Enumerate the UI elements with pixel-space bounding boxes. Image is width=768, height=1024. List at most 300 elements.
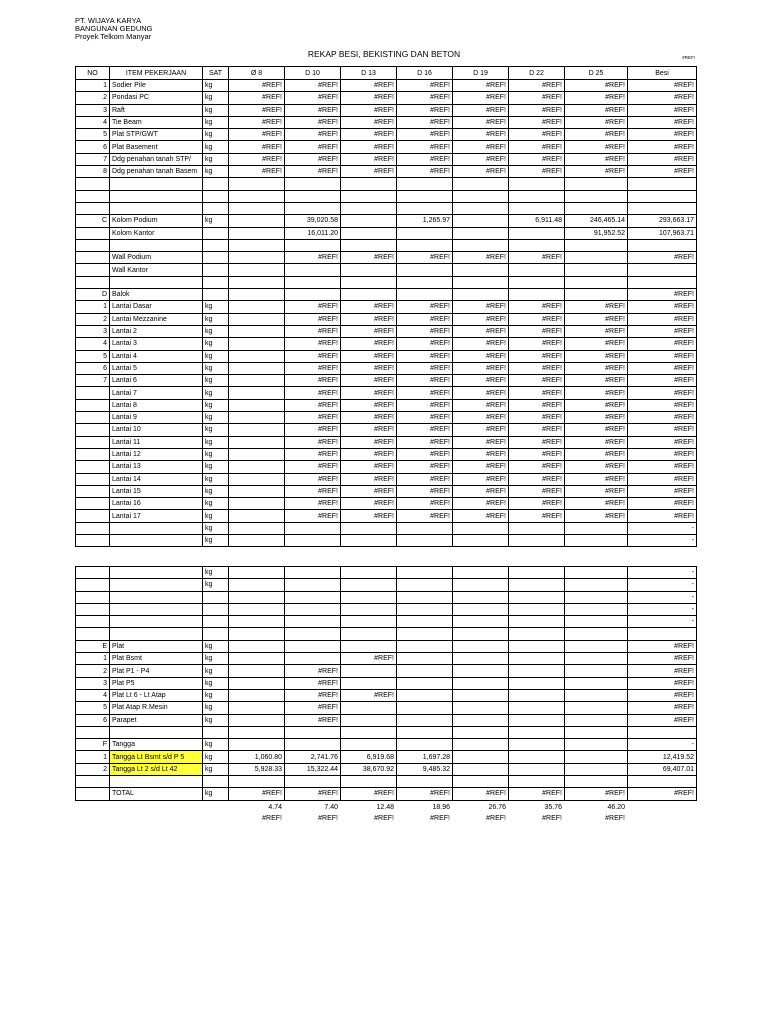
footer-cell: #REF! bbox=[374, 815, 394, 823]
table-cell bbox=[453, 215, 509, 227]
table-cell: Kolom Podium bbox=[110, 215, 203, 227]
table-cell: 38,670.92 bbox=[341, 763, 397, 775]
table-cell: #REF! bbox=[453, 412, 509, 424]
table-cell bbox=[628, 239, 697, 251]
table-cell bbox=[397, 665, 453, 677]
table-cell: kg bbox=[203, 498, 229, 510]
table-cell bbox=[509, 702, 565, 714]
table-cell: 4 bbox=[76, 116, 110, 128]
table-cell: #REF! bbox=[565, 498, 628, 510]
footer-cell: 26.76 bbox=[488, 804, 506, 812]
table-cell: kg bbox=[203, 522, 229, 534]
table-cell: #REF! bbox=[628, 448, 697, 460]
table-cell bbox=[285, 776, 341, 788]
table-cell: #REF! bbox=[397, 436, 453, 448]
table-cell: #REF! bbox=[628, 166, 697, 178]
table-cell: Lantai 5 bbox=[110, 362, 203, 374]
table-cell bbox=[453, 739, 509, 751]
table-cell: kg bbox=[203, 473, 229, 485]
table-cell bbox=[229, 640, 285, 652]
table-cell bbox=[565, 640, 628, 652]
table-cell bbox=[76, 567, 110, 579]
table-cell: Lantai 11 bbox=[110, 436, 203, 448]
table-cell: #REF! bbox=[341, 412, 397, 424]
table-cell: #REF! bbox=[628, 313, 697, 325]
table-cell: #REF! bbox=[628, 338, 697, 350]
table-cell: #REF! bbox=[397, 350, 453, 362]
table-cell: #REF! bbox=[509, 129, 565, 141]
table-cell bbox=[565, 289, 628, 301]
table-cell bbox=[397, 653, 453, 665]
table-cell: #REF! bbox=[628, 412, 697, 424]
table-cell: #REF! bbox=[628, 510, 697, 522]
column-header: NO bbox=[76, 67, 110, 80]
table-row bbox=[76, 276, 697, 288]
table-cell bbox=[509, 227, 565, 239]
table-cell: Tangga bbox=[110, 739, 203, 751]
table-cell: #REF! bbox=[565, 166, 628, 178]
table-cell bbox=[509, 202, 565, 214]
footer-cell: 7.40 bbox=[324, 804, 338, 812]
table-cell: 15,322.44 bbox=[285, 763, 341, 775]
table-cell: Plat bbox=[110, 640, 203, 652]
table-cell: #REF! bbox=[397, 313, 453, 325]
table-cell: kg bbox=[203, 436, 229, 448]
table-cell: #REF! bbox=[509, 141, 565, 153]
table-cell: #REF! bbox=[509, 92, 565, 104]
table-cell bbox=[203, 591, 229, 603]
table-cell bbox=[509, 178, 565, 190]
table-row bbox=[76, 776, 697, 788]
table-cell bbox=[397, 227, 453, 239]
table-cell bbox=[229, 436, 285, 448]
table-cell: #REF! bbox=[341, 104, 397, 116]
table-cell bbox=[509, 714, 565, 726]
table-cell bbox=[565, 276, 628, 288]
table-cell bbox=[341, 579, 397, 591]
table-cell bbox=[203, 726, 229, 738]
table-cell: #REF! bbox=[509, 362, 565, 374]
table-cell bbox=[453, 178, 509, 190]
table-cell bbox=[285, 653, 341, 665]
table-cell bbox=[110, 591, 203, 603]
table-cell bbox=[110, 628, 203, 640]
table-cell bbox=[76, 776, 110, 788]
table-cell: Plat Basement bbox=[110, 141, 203, 153]
table-cell: kg bbox=[203, 763, 229, 775]
table-cell bbox=[285, 190, 341, 202]
document-header bbox=[75, 17, 153, 41]
table-cell: Wall Kantor bbox=[110, 264, 203, 276]
table-cell bbox=[565, 591, 628, 603]
table-cell bbox=[453, 714, 509, 726]
table-cell: Plat P5 bbox=[110, 677, 203, 689]
table-cell: #REF! bbox=[341, 338, 397, 350]
table-cell bbox=[285, 276, 341, 288]
table-cell bbox=[509, 751, 565, 763]
table-cell: #REF! bbox=[285, 677, 341, 689]
table-cell bbox=[110, 190, 203, 202]
table-cell: kg bbox=[203, 141, 229, 153]
table-cell bbox=[453, 591, 509, 603]
footer-spacer bbox=[202, 813, 228, 824]
table-row bbox=[76, 387, 697, 399]
table-cell bbox=[229, 178, 285, 190]
table-cell bbox=[509, 640, 565, 652]
table-cell bbox=[341, 567, 397, 579]
table-cell: 1 bbox=[76, 653, 110, 665]
table-cell: #REF! bbox=[628, 689, 697, 701]
table-cell bbox=[341, 178, 397, 190]
table-cell: #REF! bbox=[397, 788, 453, 800]
footer-cell: 18.96 bbox=[432, 804, 450, 812]
table-row bbox=[76, 92, 697, 104]
table-cell: #REF! bbox=[509, 412, 565, 424]
table-cell bbox=[397, 776, 453, 788]
table-cell: 7 bbox=[76, 153, 110, 165]
table-cell bbox=[453, 289, 509, 301]
table-cell: 6 bbox=[76, 362, 110, 374]
table-cell: 246,465.14 bbox=[565, 215, 628, 227]
column-header: SAT bbox=[203, 67, 229, 80]
table-row bbox=[76, 436, 697, 448]
table-cell: #REF! bbox=[341, 313, 397, 325]
table-cell: #REF! bbox=[453, 325, 509, 337]
table-cell: #REF! bbox=[628, 714, 697, 726]
table-cell bbox=[229, 190, 285, 202]
table-cell bbox=[397, 628, 453, 640]
column-header: ITEM PEKERJAAN bbox=[110, 67, 203, 80]
table-cell bbox=[509, 289, 565, 301]
table-cell: #REF! bbox=[628, 252, 697, 264]
table-cell: #REF! bbox=[285, 788, 341, 800]
table-cell: Lantai 7 bbox=[110, 387, 203, 399]
table-cell: #REF! bbox=[509, 166, 565, 178]
table-cell bbox=[229, 412, 285, 424]
table-cell: #REF! bbox=[397, 362, 453, 374]
table-row bbox=[76, 579, 697, 591]
table-cell: #REF! bbox=[397, 399, 453, 411]
table-cell: #REF! bbox=[285, 92, 341, 104]
table-cell bbox=[76, 227, 110, 239]
table-cell bbox=[509, 239, 565, 251]
table-cell bbox=[397, 689, 453, 701]
table-cell bbox=[229, 350, 285, 362]
table-cell: #REF! bbox=[341, 129, 397, 141]
table-cell: 1,060.80 bbox=[229, 751, 285, 763]
table-cell bbox=[453, 665, 509, 677]
table-cell bbox=[565, 178, 628, 190]
table-cell bbox=[76, 579, 110, 591]
table-cell: #REF! bbox=[285, 166, 341, 178]
table-cell: Lantai 2 bbox=[110, 325, 203, 337]
table-cell: kg bbox=[203, 702, 229, 714]
table-cell: #REF! bbox=[341, 448, 397, 460]
table-cell: kg bbox=[203, 424, 229, 436]
table-cell: kg bbox=[203, 461, 229, 473]
table-cell bbox=[453, 190, 509, 202]
table-cell bbox=[76, 461, 110, 473]
table-cell: 5,928.33 bbox=[229, 763, 285, 775]
table-cell: #REF! bbox=[509, 153, 565, 165]
table-cell: 293,663.17 bbox=[628, 215, 697, 227]
company-name: PT. WIJAYA KARYA bbox=[75, 16, 142, 25]
table-cell: Lantai 8 bbox=[110, 399, 203, 411]
table-cell: #REF! bbox=[341, 80, 397, 92]
table-cell: - bbox=[628, 522, 697, 534]
table-cell: #REF! bbox=[453, 498, 509, 510]
table-cell: #REF! bbox=[565, 362, 628, 374]
table-cell: #REF! bbox=[453, 92, 509, 104]
table-cell: #REF! bbox=[397, 485, 453, 497]
table-cell: #REF! bbox=[453, 338, 509, 350]
table-cell: - bbox=[628, 739, 697, 751]
table-row bbox=[76, 190, 697, 202]
table-cell: #REF! bbox=[565, 313, 628, 325]
table-cell bbox=[285, 616, 341, 628]
table-cell: #REF! bbox=[565, 473, 628, 485]
table-cell: 7 bbox=[76, 375, 110, 387]
table-cell bbox=[397, 239, 453, 251]
table-cell: #REF! bbox=[341, 689, 397, 701]
table-cell: #REF! bbox=[341, 350, 397, 362]
table-cell: #REF! bbox=[453, 788, 509, 800]
table-cell bbox=[229, 227, 285, 239]
table-cell: 1 bbox=[76, 80, 110, 92]
table-cell bbox=[76, 412, 110, 424]
table-row bbox=[76, 104, 697, 116]
table-cell: #REF! bbox=[565, 485, 628, 497]
table-cell: TOTAL bbox=[110, 788, 203, 800]
table-cell bbox=[341, 227, 397, 239]
table-cell bbox=[285, 579, 341, 591]
table-cell: #REF! bbox=[453, 375, 509, 387]
table-cell bbox=[397, 202, 453, 214]
table-cell bbox=[565, 522, 628, 534]
table-cell: #REF! bbox=[453, 362, 509, 374]
table-cell: 3 bbox=[76, 104, 110, 116]
rebar-summary-table bbox=[75, 66, 697, 547]
table-cell bbox=[341, 534, 397, 546]
table-cell bbox=[341, 215, 397, 227]
table-cell bbox=[453, 227, 509, 239]
footer-cell: #REF! bbox=[605, 815, 625, 823]
table-cell bbox=[76, 788, 110, 800]
table-cell: #REF! bbox=[453, 436, 509, 448]
table-cell bbox=[229, 461, 285, 473]
table-cell: #REF! bbox=[509, 424, 565, 436]
table-cell: kg bbox=[203, 485, 229, 497]
table-row bbox=[76, 788, 697, 800]
table-cell: Raft bbox=[110, 104, 203, 116]
table-cell bbox=[341, 289, 397, 301]
table-cell: #REF! bbox=[341, 166, 397, 178]
table-row bbox=[76, 325, 697, 337]
table-cell: #REF! bbox=[341, 325, 397, 337]
table-cell: 5 bbox=[76, 129, 110, 141]
table-row bbox=[76, 485, 697, 497]
table-cell bbox=[397, 289, 453, 301]
table-row bbox=[76, 510, 697, 522]
table-cell bbox=[397, 640, 453, 652]
table-cell: #REF! bbox=[229, 153, 285, 165]
table-cell bbox=[229, 510, 285, 522]
table-cell bbox=[76, 387, 110, 399]
table-cell: #REF! bbox=[285, 153, 341, 165]
footer-spacer bbox=[75, 802, 109, 813]
table-cell bbox=[509, 190, 565, 202]
table-cell: 91,952.52 bbox=[565, 227, 628, 239]
table-cell: #REF! bbox=[628, 387, 697, 399]
table-cell bbox=[565, 702, 628, 714]
table-cell bbox=[565, 751, 628, 763]
table-cell: kg bbox=[203, 166, 229, 178]
table-cell: #REF! bbox=[397, 473, 453, 485]
table-cell: kg bbox=[203, 387, 229, 399]
table-cell: Lantai 13 bbox=[110, 461, 203, 473]
table-cell bbox=[203, 276, 229, 288]
table-cell bbox=[341, 702, 397, 714]
table-cell bbox=[110, 776, 203, 788]
table-cell bbox=[229, 313, 285, 325]
table-cell: #REF! bbox=[453, 399, 509, 411]
table-cell: #REF! bbox=[453, 485, 509, 497]
table-cell: #REF! bbox=[565, 448, 628, 460]
table-cell: #REF! bbox=[397, 498, 453, 510]
table-cell bbox=[285, 522, 341, 534]
table-row bbox=[76, 702, 697, 714]
table-cell: #REF! bbox=[229, 788, 285, 800]
table-cell bbox=[565, 739, 628, 751]
table-cell: kg bbox=[203, 677, 229, 689]
table-cell bbox=[453, 616, 509, 628]
table-cell: #REF! bbox=[341, 116, 397, 128]
table-cell: #REF! bbox=[397, 116, 453, 128]
table-cell bbox=[203, 289, 229, 301]
table-cell bbox=[76, 603, 110, 615]
table-cell: #REF! bbox=[341, 362, 397, 374]
table-cell bbox=[229, 239, 285, 251]
document-code: #REF! bbox=[682, 55, 695, 60]
table-cell bbox=[341, 665, 397, 677]
table-cell: #REF! bbox=[628, 473, 697, 485]
table-cell bbox=[509, 726, 565, 738]
table-cell bbox=[229, 448, 285, 460]
table-cell bbox=[565, 190, 628, 202]
table-cell bbox=[229, 399, 285, 411]
table-cell bbox=[229, 702, 285, 714]
table-row bbox=[76, 80, 697, 92]
table-cell: #REF! bbox=[285, 116, 341, 128]
table-cell: kg bbox=[203, 215, 229, 227]
table-cell bbox=[285, 726, 341, 738]
table-cell: #REF! bbox=[628, 289, 697, 301]
table-cell bbox=[203, 264, 229, 276]
table-cell bbox=[341, 190, 397, 202]
table-row bbox=[76, 567, 697, 579]
table-cell: Lantai Mezzanine bbox=[110, 313, 203, 325]
table-cell bbox=[341, 591, 397, 603]
table-cell bbox=[229, 603, 285, 615]
table-cell: Lantai 16 bbox=[110, 498, 203, 510]
table-cell: kg bbox=[203, 640, 229, 652]
table-cell: Lantai 9 bbox=[110, 412, 203, 424]
table-row bbox=[76, 653, 697, 665]
table-row bbox=[76, 375, 697, 387]
table-cell: #REF! bbox=[285, 473, 341, 485]
table-cell: #REF! bbox=[397, 461, 453, 473]
table-cell bbox=[76, 510, 110, 522]
table-cell: #REF! bbox=[565, 436, 628, 448]
table-cell: #REF! bbox=[285, 325, 341, 337]
table-cell bbox=[76, 178, 110, 190]
footer-spacer bbox=[627, 802, 696, 813]
table-cell: kg bbox=[203, 567, 229, 579]
table-cell: 12,419.52 bbox=[628, 751, 697, 763]
table-cell bbox=[229, 252, 285, 264]
table-cell: Lantai 17 bbox=[110, 510, 203, 522]
table-cell: #REF! bbox=[397, 104, 453, 116]
table-cell: #REF! bbox=[341, 653, 397, 665]
table-cell: #REF! bbox=[341, 485, 397, 497]
table-cell bbox=[397, 178, 453, 190]
table-cell: #REF! bbox=[565, 80, 628, 92]
table-cell: #REF! bbox=[285, 665, 341, 677]
column-header: Ø 8 bbox=[229, 67, 285, 80]
table-cell bbox=[509, 628, 565, 640]
table-cell bbox=[229, 473, 285, 485]
table-cell: #REF! bbox=[565, 461, 628, 473]
table-cell bbox=[76, 448, 110, 460]
table-cell bbox=[229, 628, 285, 640]
table-cell bbox=[397, 603, 453, 615]
table-cell: Tangga Lt Bsmt s/d P 5 bbox=[110, 751, 203, 763]
table-cell bbox=[229, 739, 285, 751]
table-cell bbox=[509, 616, 565, 628]
table-cell: #REF! bbox=[628, 92, 697, 104]
table-cell bbox=[628, 776, 697, 788]
table-cell bbox=[397, 567, 453, 579]
table-cell: kg bbox=[203, 399, 229, 411]
table-cell: #REF! bbox=[341, 153, 397, 165]
table-cell: #REF! bbox=[628, 702, 697, 714]
table-cell: #REF! bbox=[628, 141, 697, 153]
table-cell: kg bbox=[203, 653, 229, 665]
table-cell: #REF! bbox=[285, 424, 341, 436]
table-cell: kg bbox=[203, 510, 229, 522]
table-cell: #REF! bbox=[341, 399, 397, 411]
table-cell bbox=[110, 579, 203, 591]
table-cell bbox=[229, 387, 285, 399]
table-cell: #REF! bbox=[285, 375, 341, 387]
table-cell: #REF! bbox=[628, 104, 697, 116]
footer-row bbox=[75, 802, 696, 813]
table-cell bbox=[397, 739, 453, 751]
table-cell: #REF! bbox=[565, 301, 628, 313]
table-cell bbox=[76, 424, 110, 436]
table-cell bbox=[76, 628, 110, 640]
table-cell bbox=[285, 178, 341, 190]
table-cell bbox=[76, 522, 110, 534]
table-cell: #REF! bbox=[453, 80, 509, 92]
table-cell: kg bbox=[203, 153, 229, 165]
table-cell: #REF! bbox=[628, 485, 697, 497]
table-cell: #REF! bbox=[285, 80, 341, 92]
table-cell: #REF! bbox=[628, 677, 697, 689]
table-cell: #REF! bbox=[341, 436, 397, 448]
table-cell: 1,697.28 bbox=[397, 751, 453, 763]
table-cell bbox=[509, 763, 565, 775]
